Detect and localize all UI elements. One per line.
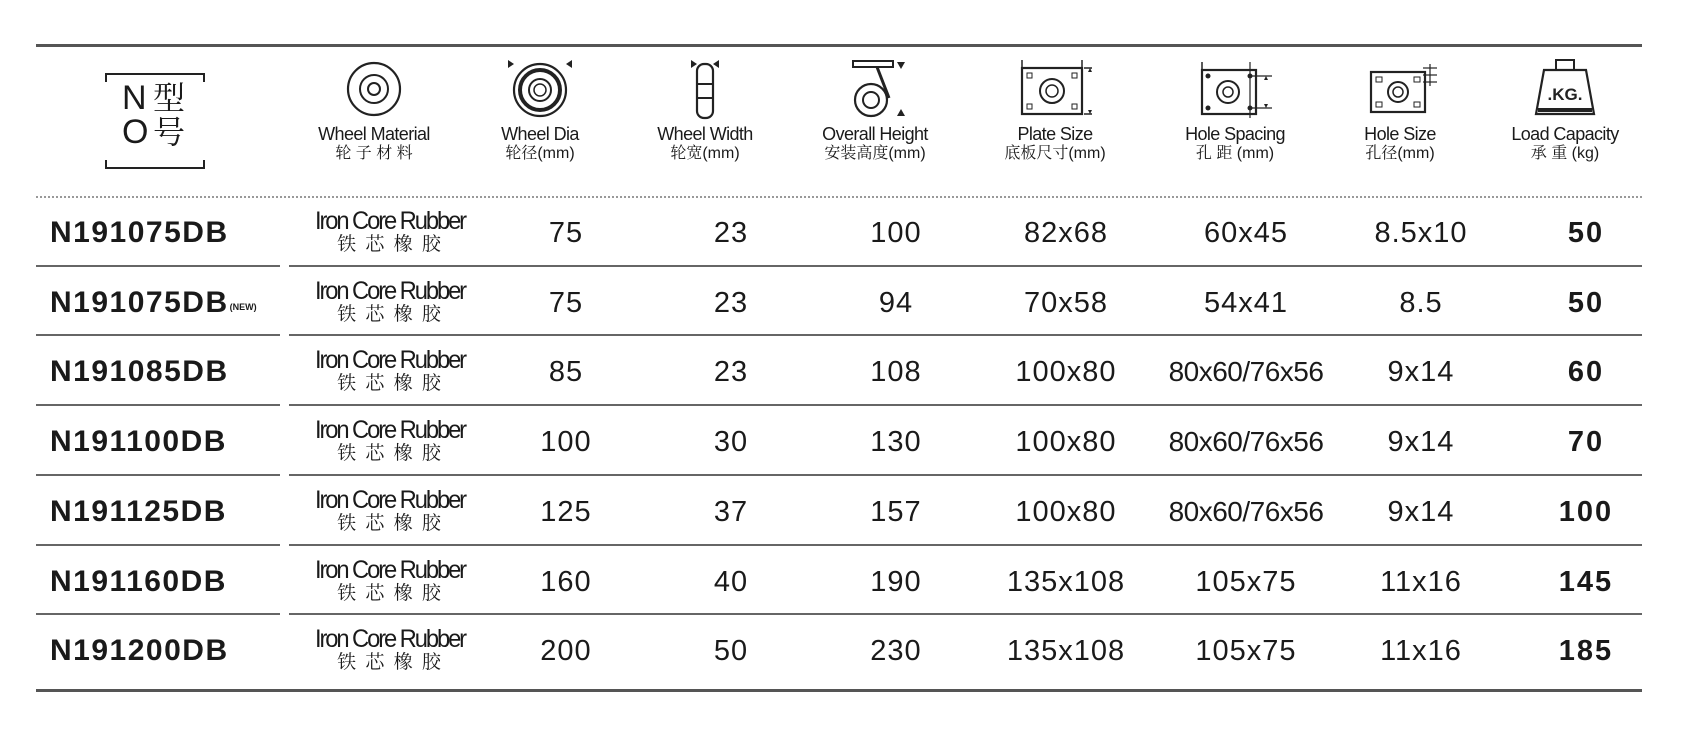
wheel-dia-label: Wheel Dia	[501, 124, 579, 144]
hole-size-label: Hole Size	[1364, 124, 1436, 144]
plate-size-header	[970, 58, 1140, 176]
wheel-width-header	[630, 58, 780, 176]
plate-size-label-cn: 底板尺寸(mm)	[1004, 145, 1106, 162]
table-bottom-rule	[36, 689, 1642, 692]
hole-spacing-label: Hole Spacing	[1185, 124, 1285, 144]
plate-size-cell: 82x68	[1023, 216, 1108, 249]
no-label-o: O	[122, 113, 149, 151]
overall-height-icon	[837, 58, 913, 120]
load-capacity-header	[1480, 58, 1650, 176]
model-number-cell	[36, 616, 300, 686]
wheel-material-en: Iron Core Rubber	[314, 207, 466, 235]
model-number-cell	[36, 407, 300, 477]
row-divider-left	[36, 265, 280, 267]
plate-size-cell: 100x80	[1015, 425, 1117, 458]
load-capacity-cell: 60	[1567, 355, 1605, 388]
hole-size-cell: 9x14	[1387, 495, 1455, 528]
wheel-material-cn: 铁 芯 橡 胶	[337, 513, 443, 534]
wheel-material-cn: 铁 芯 橡 胶	[337, 234, 443, 255]
hole-size-cell: 9x14	[1387, 425, 1455, 458]
wheel-material-en: Iron Core Rubber	[314, 346, 466, 374]
wheel-material-icon	[344, 58, 404, 120]
wheel-width-label: Wheel Width	[657, 124, 753, 144]
wheel-width-icon	[675, 58, 735, 120]
overall-height-header	[790, 58, 960, 176]
model-number: N191075DB	[50, 286, 229, 319]
wheel-width-cell: 40	[713, 565, 749, 598]
load-capacity-cell: 100	[1558, 495, 1614, 528]
wheel-width-cell: 23	[713, 286, 749, 319]
hole-spacing-cell: 80x60/76x56	[1168, 356, 1324, 387]
row-divider-right	[289, 334, 1642, 336]
table-row	[36, 337, 1642, 407]
row-divider-left	[36, 404, 280, 406]
hole-spacing-label-cn: 孔 距 (mm)	[1195, 145, 1275, 162]
wheel-dia-cell: 75	[548, 216, 584, 249]
model-number-header	[100, 72, 210, 190]
hole-spacing-cell: 105x75	[1195, 634, 1297, 667]
wheel-material-en: Iron Core Rubber	[314, 277, 466, 305]
wheel-material-header	[289, 58, 459, 176]
wheel-material-en: Iron Core Rubber	[314, 416, 466, 444]
wheel-material-en: Iron Core Rubber	[314, 625, 466, 653]
overall-height-cell: 100	[870, 216, 922, 249]
row-divider-right	[289, 265, 1642, 267]
model-number-cell	[36, 268, 300, 338]
row-divider-left	[36, 334, 280, 336]
plate-size-label: Plate Size	[1017, 124, 1093, 144]
model-number-cell	[36, 547, 300, 617]
hole-size-label-cn: 孔径(mm)	[1365, 145, 1435, 162]
wheel-material-cell	[290, 477, 490, 547]
overall-height-cell: 130	[870, 425, 922, 458]
hole-spacing-cell: 80x60/76x56	[1168, 426, 1324, 457]
wheel-material-cn: 铁 芯 橡 胶	[337, 652, 443, 673]
hole-size-icon	[1357, 58, 1443, 120]
load-capacity-cell: 70	[1567, 425, 1605, 458]
hole-spacing-cell: 105x75	[1195, 565, 1297, 598]
overall-height-cell: 94	[878, 286, 914, 319]
hole-spacing-cell: 60x45	[1203, 216, 1288, 249]
table-row	[36, 268, 1642, 338]
wheel-material-cell	[290, 547, 490, 617]
plate-size-cell: 100x80	[1015, 495, 1117, 528]
load-capacity-label-cn: 承 重 (kg)	[1530, 145, 1600, 162]
wheel-dia-header	[470, 58, 610, 176]
wheel-material-cn: 铁 芯 橡 胶	[337, 373, 443, 394]
wheel-width-cell: 37	[713, 495, 749, 528]
row-divider-right	[289, 613, 1642, 615]
wheel-dia-cell: 160	[540, 565, 592, 598]
model-number: N191200DB	[50, 634, 229, 667]
table-row	[36, 547, 1642, 617]
wheel-material-en: Iron Core Rubber	[314, 486, 466, 514]
wheel-material-cn: 铁 芯 橡 胶	[337, 443, 443, 464]
wheel-material-cell	[290, 407, 490, 477]
plate-size-icon	[1012, 58, 1098, 120]
table-row	[36, 407, 1642, 477]
overall-height-cell: 108	[870, 355, 922, 388]
wheel-width-cell: 23	[713, 355, 749, 388]
wheel-dia-cell: 100	[540, 425, 592, 458]
wheel-material-en: Iron Core Rubber	[314, 556, 466, 584]
row-divider-left	[36, 613, 280, 615]
hole-spacing-cell: 80x60/76x56	[1168, 496, 1324, 527]
wheel-material-cell	[290, 616, 490, 686]
no-label-n: N	[122, 79, 147, 117]
wheel-material-label: Wheel Material	[318, 124, 430, 144]
wheel-material-cn: 铁 芯 橡 胶	[337, 304, 443, 325]
plate-size-cell: 100x80	[1015, 355, 1117, 388]
model-number: N191160DB	[50, 565, 227, 598]
row-divider-left	[36, 474, 280, 476]
row-divider-right	[289, 544, 1642, 546]
row-divider-left	[36, 544, 280, 546]
hole-spacing-header	[1150, 58, 1320, 176]
load-capacity-cell: 145	[1558, 565, 1614, 598]
wheel-dia-cell: 85	[548, 355, 584, 388]
load-capacity-icon	[1530, 58, 1600, 120]
wheel-width-cell: 23	[713, 216, 749, 249]
table-row	[36, 198, 1642, 268]
wheel-material-cell	[290, 198, 490, 268]
kg-label: .KG.	[1547, 85, 1583, 104]
wheel-width-cell: 30	[713, 425, 749, 458]
new-badge: (NEW)	[229, 302, 257, 312]
wheel-material-cell	[290, 337, 490, 407]
wheel-diameter-icon	[500, 58, 580, 120]
hole-size-cell: 11x16	[1380, 634, 1462, 667]
hole-size-cell: 11x16	[1380, 565, 1462, 598]
hole-spacing-cell: 54x41	[1203, 286, 1288, 319]
plate-size-cell: 135x108	[1006, 565, 1126, 598]
row-divider-right	[289, 404, 1642, 406]
overall-height-cell: 157	[870, 495, 922, 528]
overall-height-label: Overall Height	[822, 124, 928, 144]
plate-size-cell: 70x58	[1023, 286, 1108, 319]
table-row	[36, 477, 1642, 547]
wheel-width-label-cn: 轮宽(mm)	[670, 145, 740, 162]
load-capacity-label: Load Capacity	[1511, 124, 1619, 144]
overall-height-cell: 190	[870, 565, 922, 598]
hole-size-header	[1330, 58, 1470, 176]
overall-height-cell: 230	[870, 634, 922, 667]
model-number-cell	[36, 198, 300, 268]
model-number: N191100DB	[50, 425, 227, 458]
hole-size-cell: 8.5	[1399, 286, 1443, 319]
wheel-dia-cell: 75	[548, 286, 584, 319]
load-capacity-cell: 50	[1567, 216, 1605, 249]
row-divider-right	[289, 474, 1642, 476]
wheel-dia-cell: 200	[540, 634, 592, 667]
model-number: N191125DB	[50, 495, 227, 528]
load-capacity-cell: 50	[1567, 286, 1605, 319]
wheel-material-cell	[290, 268, 490, 338]
table-row	[36, 616, 1642, 686]
model-number-cell	[36, 337, 300, 407]
model-number-cell	[36, 477, 300, 547]
model-number: N191085DB	[50, 355, 229, 388]
wheel-dia-cell: 125	[540, 495, 592, 528]
wheel-material-cn: 铁 芯 橡 胶	[337, 583, 443, 604]
plate-size-cell: 135x108	[1006, 634, 1126, 667]
table-top-rule	[36, 44, 1642, 47]
wheel-material-label-cn: 轮 子 材 料	[335, 145, 413, 162]
hole-size-cell: 8.5x10	[1374, 216, 1468, 249]
hole-spacing-icon	[1192, 58, 1278, 120]
overall-height-label-cn: 安装高度(mm)	[824, 145, 926, 162]
hole-size-cell: 9x14	[1387, 355, 1455, 388]
model-number: N191075DB	[50, 216, 229, 249]
load-capacity-cell: 185	[1558, 634, 1614, 667]
wheel-width-cell: 50	[713, 634, 749, 667]
no-label-type: 型	[153, 80, 186, 116]
no-label-num: 号	[153, 114, 186, 150]
wheel-dia-label-cn: 轮径(mm)	[505, 145, 575, 162]
